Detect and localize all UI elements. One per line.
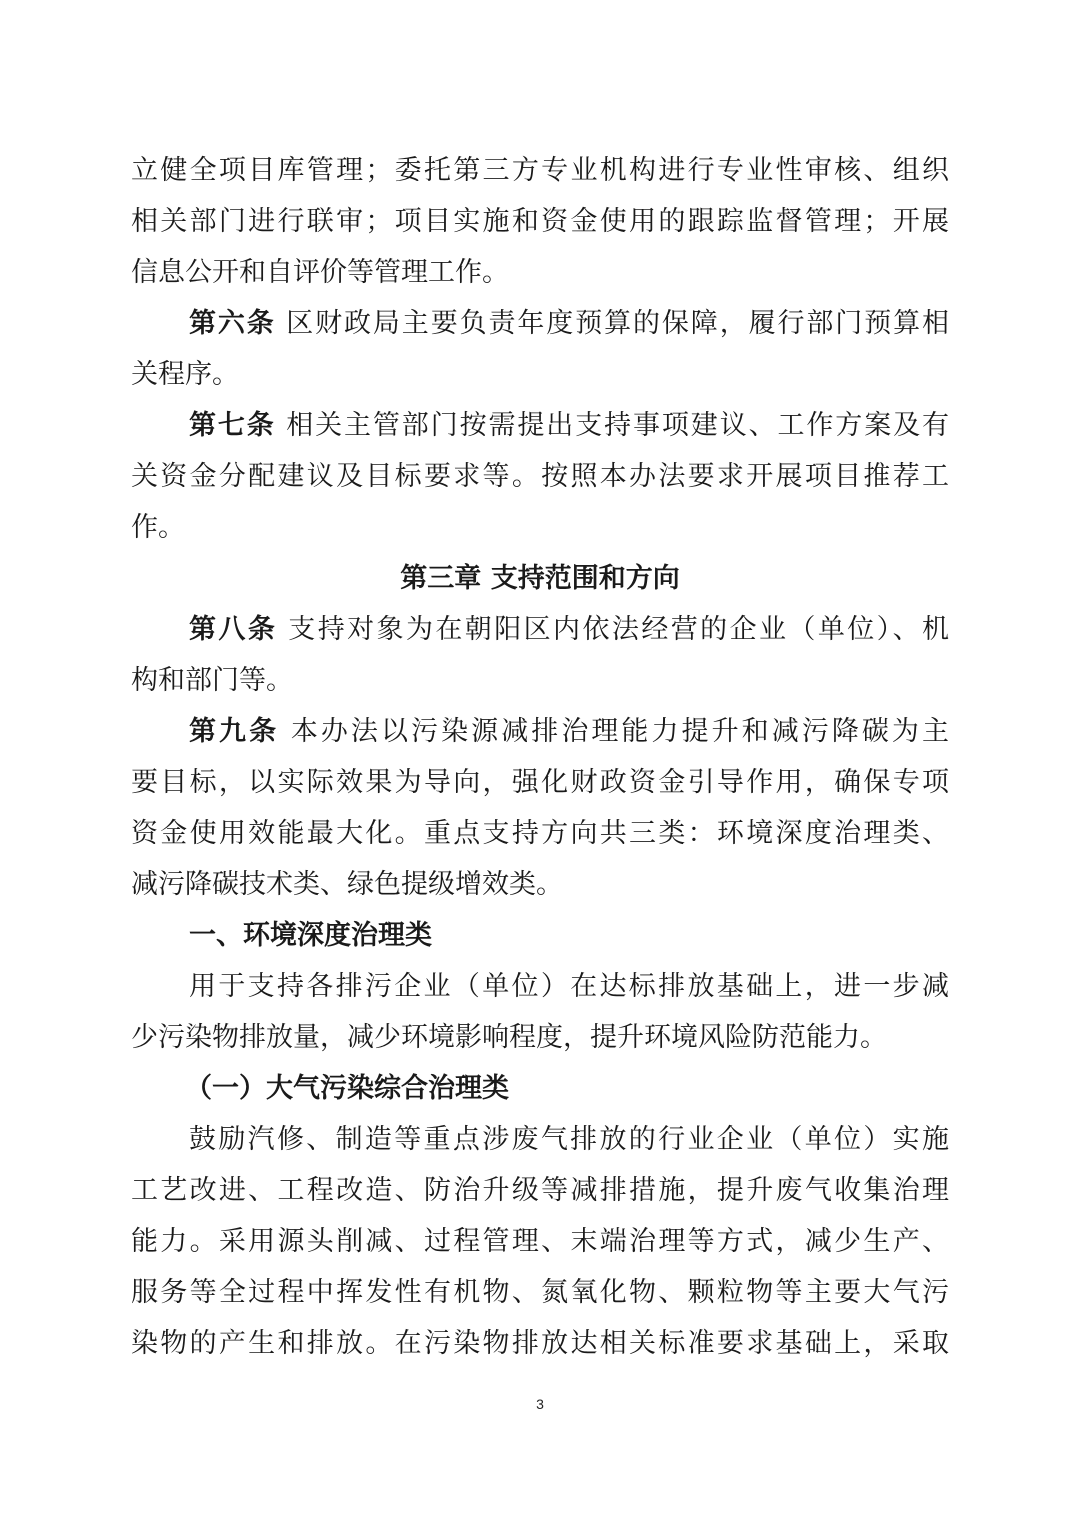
paragraph-line: 相关部门进行联审；项目实施和资金使用的跟踪监督管理；开展 (131, 206, 949, 237)
paragraph-line: 立健全项目库管理；委托第三方专业机构进行专业性审核、组织 (131, 155, 949, 186)
article-7 (131, 400, 949, 553)
subsection-heading: （一）大气污染综合治理类 (185, 1073, 509, 1104)
article-label: 第九条 (189, 716, 280, 747)
document-page (131, 145, 949, 1369)
article-label: 第六条 (189, 308, 276, 339)
article-6 (131, 298, 949, 400)
paragraph-line: 染物的产生和排放。在污染物排放达相关标准要求基础上，采取 (131, 1328, 949, 1359)
section-heading: 一、环境深度治理类 (189, 920, 432, 951)
paragraph-line: 用于支持各排污企业（单位）在达标排放基础上，进一步减 (189, 971, 949, 1002)
chapter-heading: 第三章 支持范围和方向 (400, 563, 680, 594)
paragraph-line: 少污染物排放量，减少环境影响程度，提升环境风险防范能力。 (131, 1022, 887, 1053)
paragraph-line: 服务等全过程中挥发性有机物、氮氧化物、颗粒物等主要大气污 (131, 1277, 949, 1308)
paragraph-line: 资金使用效能最大化。重点支持方向共三类：环境深度治理类、 (131, 818, 949, 849)
paragraph-line: 工艺改进、工程改造、防治升级等减排措施，提升废气收集治理 (131, 1175, 949, 1206)
article-text: 本办法以污染源减排治理能力提升和减污降碳为主 (290, 716, 949, 747)
paragraph-line: 关资金分配建议及目标要求等。按照本办法要求开展项目推荐工 (131, 461, 949, 492)
paragraph-line: 减污降碳技术类、绿色提级增效类。 (131, 869, 563, 900)
paragraph-line (131, 706, 949, 757)
paragraph-line: 要目标，以实际效果为导向，强化财政资金引导作用，确保专项 (131, 767, 949, 798)
article-text: 支持对象为在朝阳区内依法经营的企业（单位）、机 (288, 614, 949, 645)
article-9 (131, 706, 949, 910)
paragraph-line: 构和部门等。 (131, 665, 293, 696)
paragraph-line: 能力。采用源头削减、过程管理、末端治理等方式，减少生产、 (131, 1226, 949, 1257)
article-label: 第七条 (189, 410, 276, 441)
article-label: 第八条 (189, 614, 278, 645)
article-text: 区财政局主要负责年度预算的保障，履行部门预算相 (286, 308, 949, 339)
article-8 (131, 604, 949, 706)
paragraph-line: 鼓励汽修、制造等重点涉废气排放的行业企业（单位）实施 (189, 1124, 949, 1155)
page-number: 3 (536, 1396, 544, 1412)
paragraph-line: 关程序。 (131, 359, 239, 390)
article-text: 相关主管部门按需提出支持事项建议、工作方案及有 (286, 410, 949, 441)
paragraph-line: 作。 (131, 512, 185, 543)
paragraph-line: 信息公开和自评价等管理工作。 (131, 257, 509, 288)
paragraph-line (131, 400, 949, 451)
paragraph-line (131, 604, 949, 655)
paragraph-line (131, 298, 949, 349)
